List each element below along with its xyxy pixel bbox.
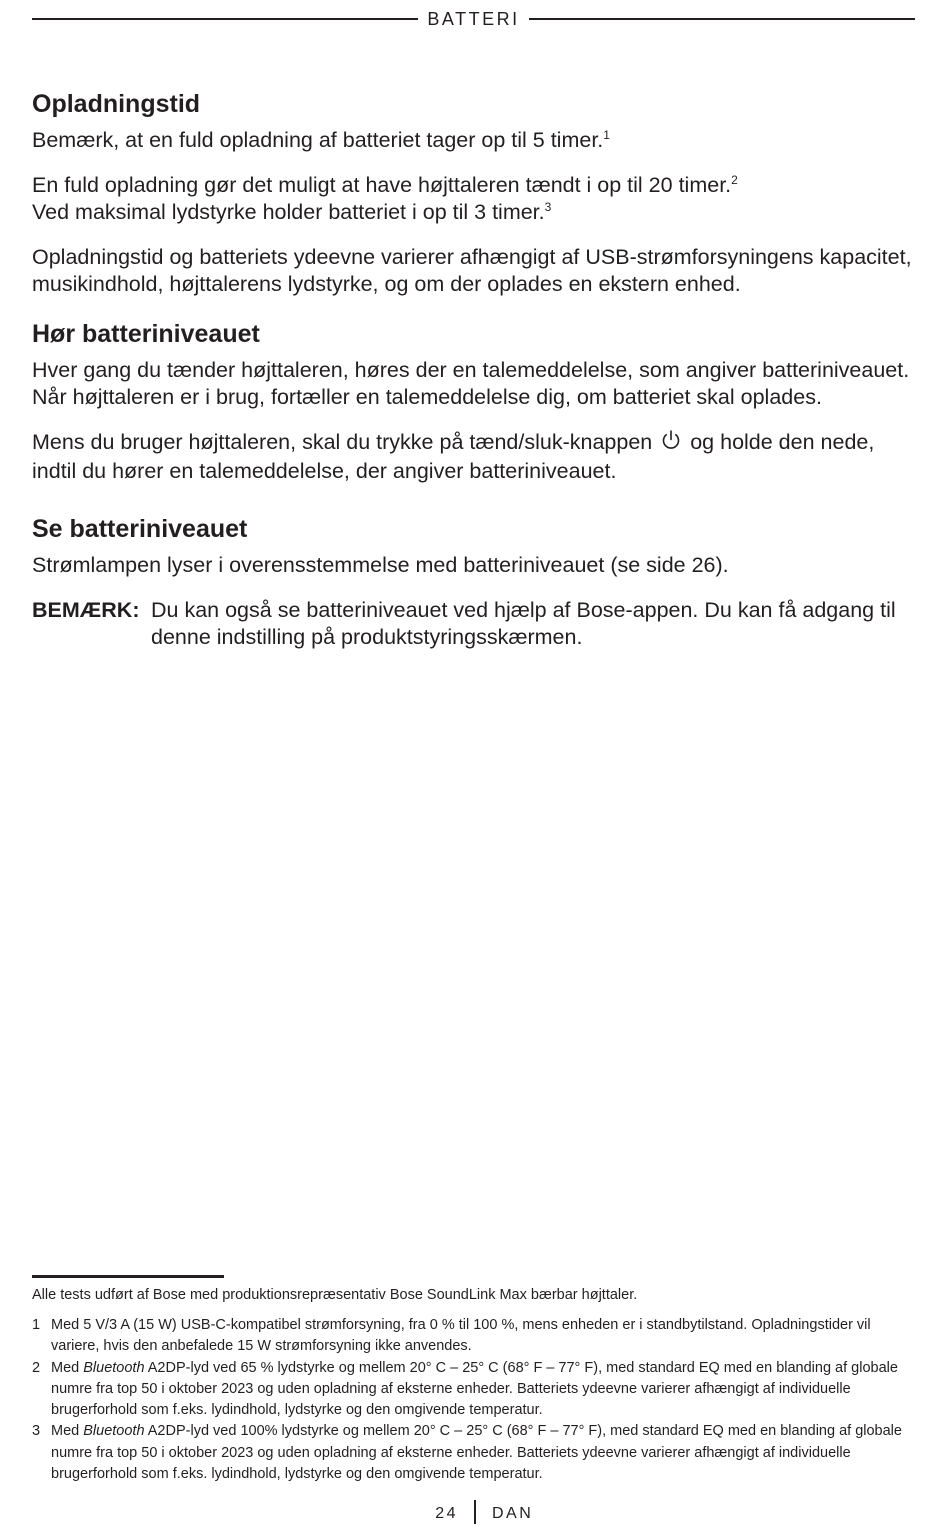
footnote-ref-3: 3 [544, 199, 552, 214]
header-rule-left [32, 18, 418, 20]
footnote-text: Med 5 V/3 A (15 W) USB-C-kompatibel strømforsyning, fra 0 % til 100 %, mens enheden er i standbytilstand. Opladningstider vil variere, hvis den anbefalede 15 W strømforsyning ikke anvendes. [51, 1317, 871, 1355]
footnote-item [32, 1421, 917, 1485]
footnote-item [32, 1358, 917, 1422]
power-icon [660, 429, 682, 458]
charging-time-paragraph: Bemærk, at en fuld opladning af batteriet tager op til 5 timer.$^1$ [32, 127, 610, 152]
power-button-paragraph: Mens du bruger højttaleren, skal du trykke på tænd/sluk-knappen og holde den nede, indtil du hører en talemeddelelse, der angiver batteriniveauet. [32, 430, 875, 483]
footnote-number: 1 [32, 1317, 41, 1333]
footnote-text: Med Bluetooth A2DP-lyd ved 100% lydstyrke og mellem 20° C – 25° C (68° F – 77° F), med standard EQ med en blanding af globale numre fra top 50 i oktober 2023 og uden opladning af eksterne enheder. Batteriets ydeevne varierer afhængigt af individuelle brugerforhold som f.eks. lydindhold, lydstyrke og den omgivende temperatur. [51, 1423, 902, 1483]
voice-prompt-paragraph: Hver gang du tænder højttaleren, høres der en talemeddelelse, som angiver batteriniveauet. Når højttaleren er i brug, fortæller en talemeddelelse dig, om batteriet skal oplades. [32, 358, 910, 409]
main-content [32, 88, 917, 679]
bluetooth-italic: Bluetooth [83, 1359, 145, 1376]
page-footer [0, 1500, 950, 1528]
note-label: BEMÆRK: [32, 598, 140, 622]
footnote-intro: Alle tests udført af Bose med produktionsrepræsentativ Bose SoundLink Max bærbar højttaler. [32, 1287, 638, 1303]
bluetooth-italic: Bluetooth [83, 1423, 145, 1440]
page-header [32, 7, 915, 31]
footer-divider [474, 1500, 476, 1524]
power-light-paragraph: Strømlampen lyser i overensstemmelse med batteriniveauet (se side 26). [32, 553, 729, 577]
heading-see-battery-level: Se batteriniveauet [32, 515, 248, 543]
footnote-ref-2: 2 [731, 172, 738, 187]
heading-hear-battery-level: Hør batteriniveauet [32, 320, 260, 348]
language-code: DAN [492, 1505, 534, 1522]
header-rule-right [529, 18, 915, 20]
section-title: BATTERI [427, 9, 520, 29]
note-text: Du kan også se batteriniveauet ved hjælp af Bose-appen. Du kan få adgang til denne indstilling på produktstyringsskærmen. [151, 598, 896, 649]
footnotes [32, 1275, 917, 1485]
footnote-number: 2 [32, 1359, 41, 1376]
footnote-divider [32, 1275, 224, 1278]
footnote-ref-1: 1 [603, 127, 610, 142]
section-hear-battery-level [32, 318, 917, 485]
runtime-paragraph: En fuld opladning gør det muligt at have højttaleren tændt i op til 20 timer.$^2$ Ved maksimal lydstyrke holder batteriet i op til 3 timer.$^3$ [32, 172, 738, 224]
footnote-number: 3 [32, 1423, 41, 1440]
footnote-item [32, 1315, 917, 1358]
footnote-text: Med Bluetooth A2DP-lyd ved 65 % lydstyrke og mellem 20° C – 25° C (68° F – 77° F), med standard EQ med en blanding af globale numre fra top 50 i oktober 2023 og uden opladning af eksterne enheder. Batteriets ydeevne varierer afhængigt af individuelle brugerforhold som f.eks. lydindhold, lydstyrke og den omgivende temperatur. [51, 1359, 898, 1419]
heading-charging-time: Opladningstid [32, 90, 201, 118]
performance-paragraph: Opladningstid og batteriets ydeevne varierer afhængigt af USB-strømforsyningens kapacitet, musikindhold, højttalerens lydstyrke, og om der oplades en ekstern enhed. [32, 245, 912, 296]
note-block [32, 597, 917, 651]
page-number: 24 [435, 1505, 458, 1522]
section-see-battery-level [32, 513, 917, 651]
section-charging-time [32, 88, 917, 298]
